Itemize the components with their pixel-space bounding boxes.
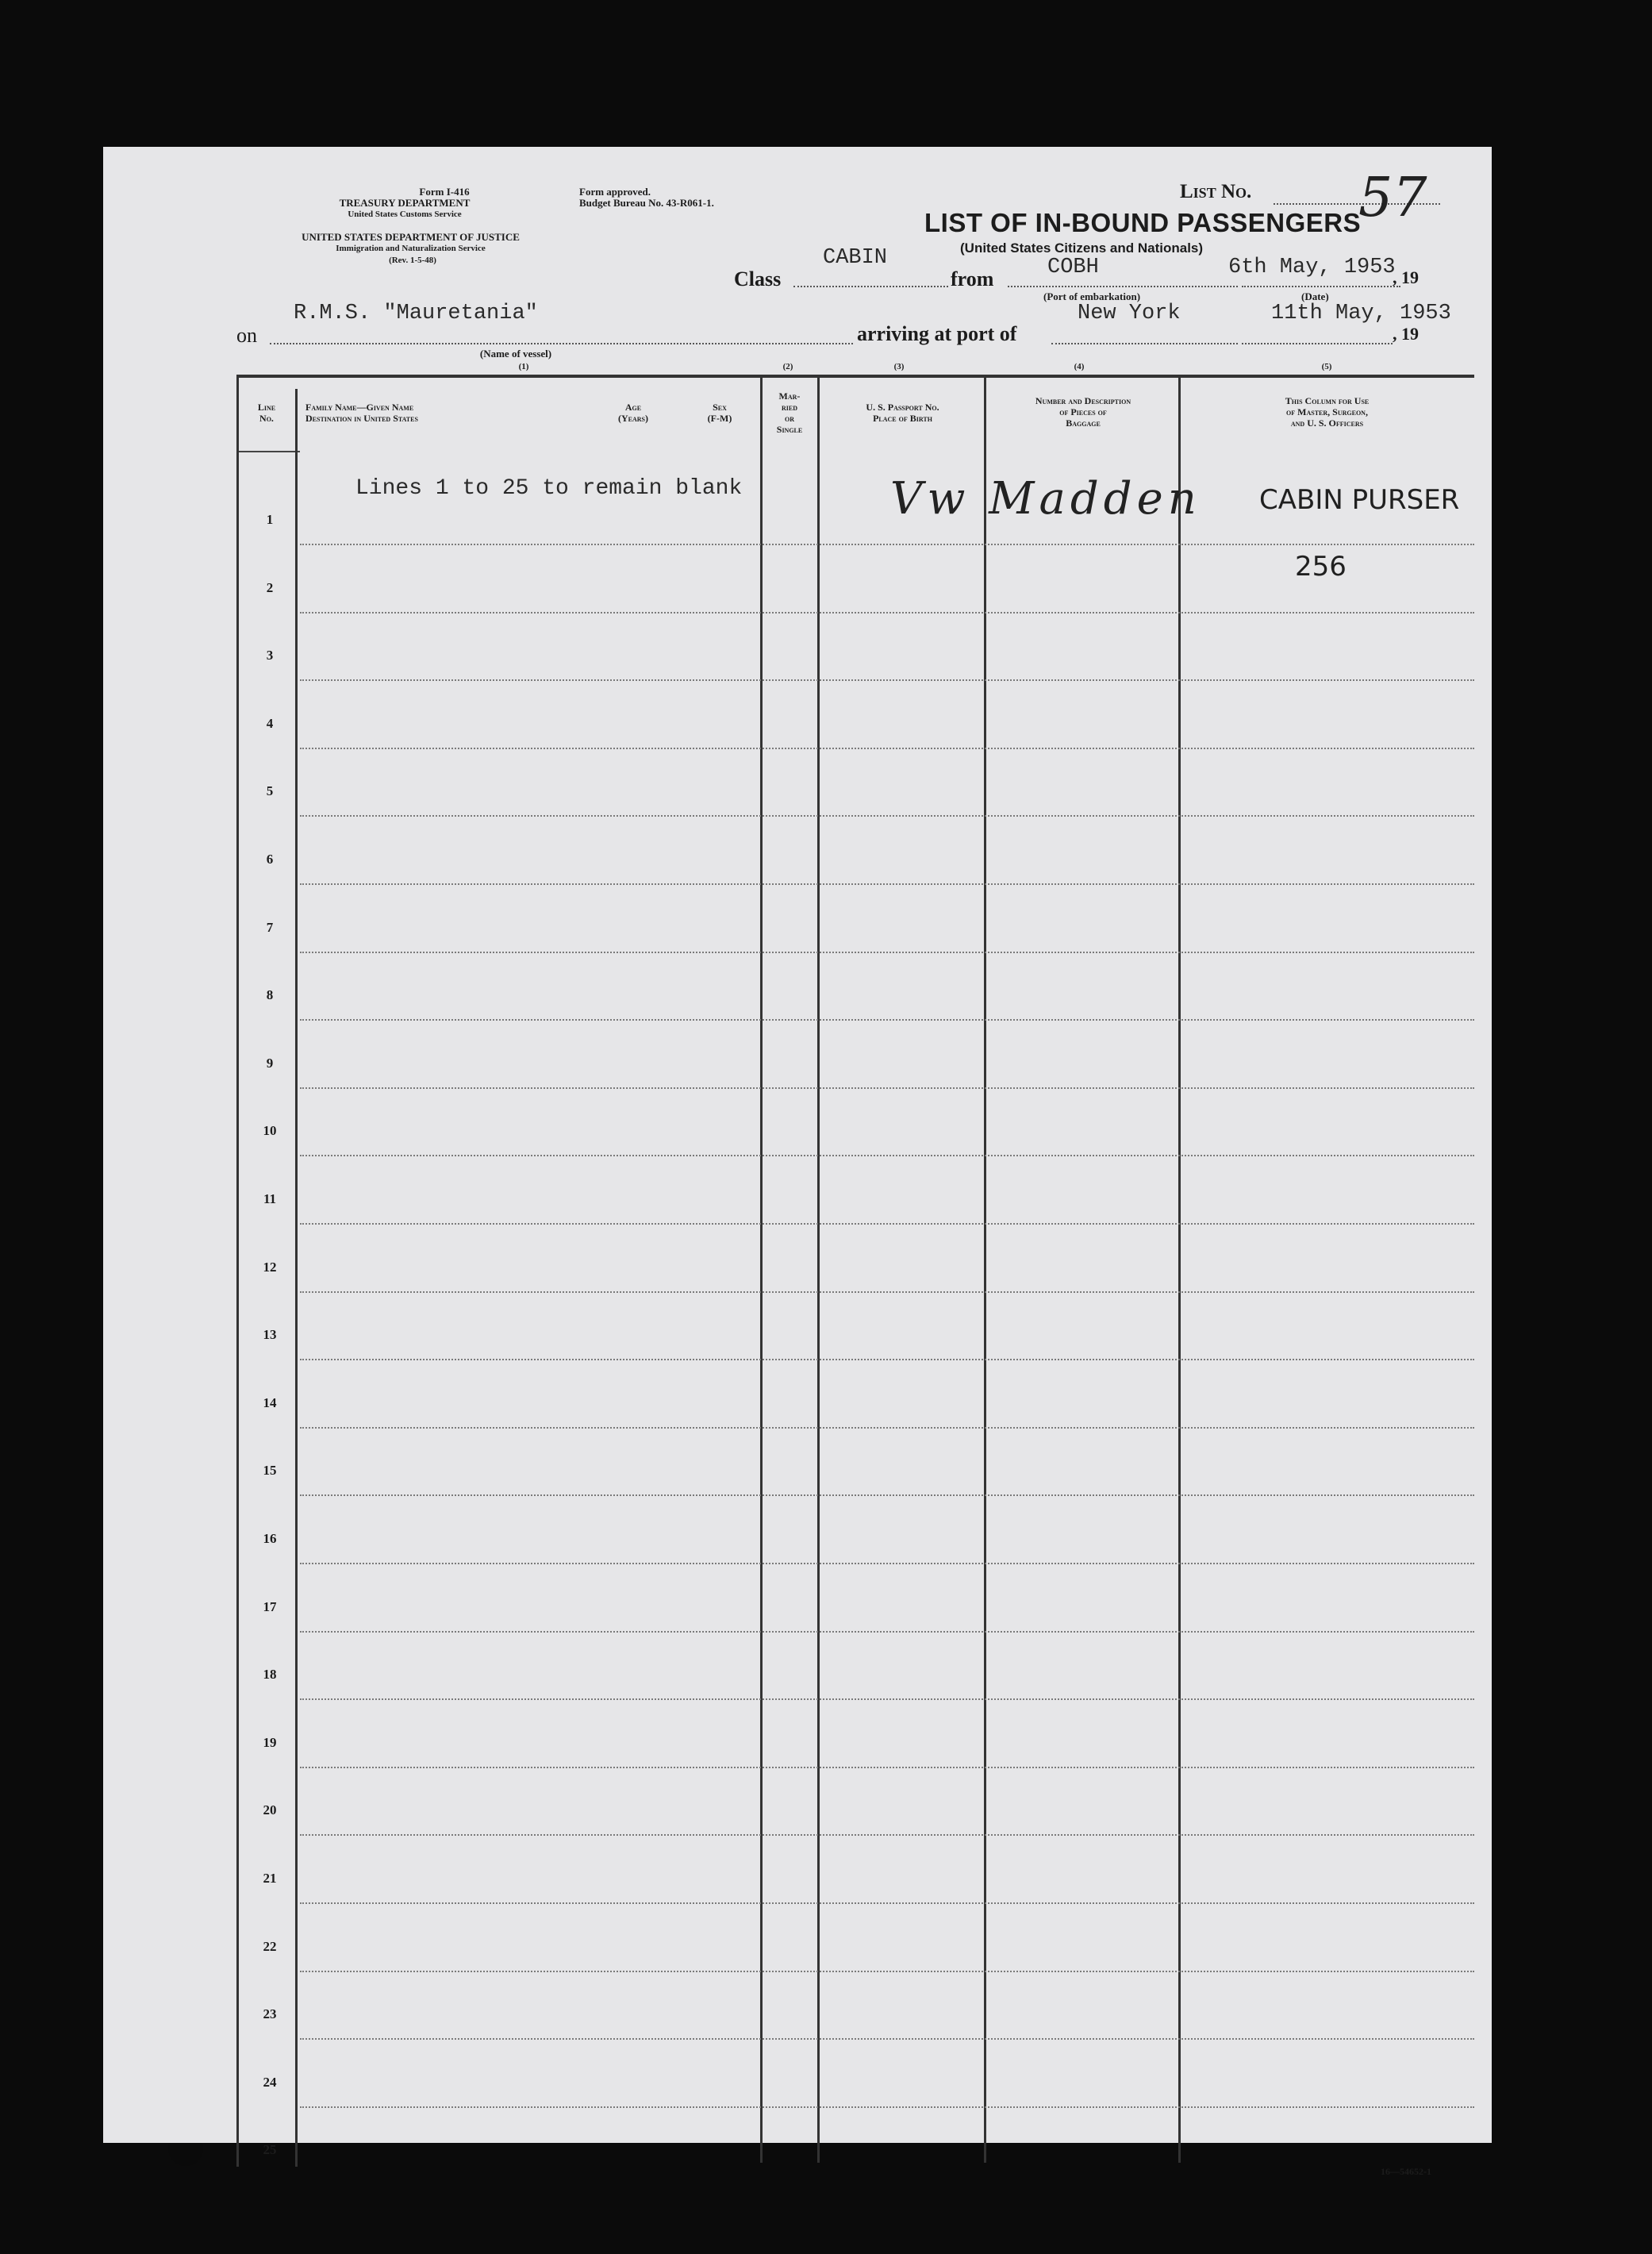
row-number: 13 [263, 1327, 277, 1343]
budget-bureau: Budget Bureau No. 43-R061-1. [579, 197, 714, 209]
row-number: 15 [263, 1463, 277, 1479]
header-line-no: Line No. [257, 402, 276, 424]
row-number: 18 [263, 1667, 277, 1683]
header-passport: U. S. Passport No. Place of Birth [866, 402, 939, 424]
form-approved: Form approved. [579, 186, 651, 198]
year-suffix: , 19 [1393, 267, 1419, 287]
table-row [300, 2038, 1474, 2040]
form-page [103, 147, 1492, 2143]
row-number: 4 [266, 715, 274, 731]
table-row [300, 612, 1474, 614]
row-number: 24 [263, 2074, 277, 2090]
row-number: 22 [263, 1938, 277, 1954]
date-caption: (Date) [1301, 290, 1329, 302]
col-number-1: (1) [518, 362, 529, 371]
class-line [793, 286, 948, 287]
col-number-4: (4) [1074, 362, 1085, 371]
baggage-divider [1178, 377, 1181, 2163]
row-number: 19 [263, 1734, 277, 1750]
year-suffix: , 19 [1393, 324, 1419, 344]
table-row [300, 1767, 1474, 1768]
table-top-border [236, 375, 1474, 378]
row-number: 20 [263, 1802, 277, 1818]
footer-code: 16—54652-1 [1381, 2166, 1431, 2177]
col-number-5: (5) [1321, 362, 1332, 371]
stamp-number: 256 [1295, 551, 1347, 583]
row-number: 11 [263, 1191, 277, 1206]
header-baggage: Number and Description of Pieces of Baggage [1035, 395, 1131, 429]
sailing-date: 6th May, 1953 [1228, 256, 1396, 279]
page-title: LIST OF IN-BOUND PASSENGERS [924, 208, 1362, 237]
date-line [1242, 286, 1400, 287]
table-row [300, 1834, 1474, 1836]
table-row [300, 1427, 1474, 1429]
arrival-port: New York [1078, 302, 1181, 325]
table-row [300, 815, 1474, 817]
header-officers: This Column for Use of Master, Surgeon, and U. S. Officers [1285, 395, 1370, 429]
table-row [300, 1155, 1474, 1156]
table-row [300, 679, 1474, 681]
row-number: 10 [263, 1123, 277, 1139]
blank-lines-note: Lines 1 to 25 to remain blank [355, 476, 743, 501]
row-number: 3 [266, 648, 274, 664]
list-no-label: List No. [1180, 181, 1252, 202]
class-value: CABIN [823, 246, 888, 270]
table-row [300, 1971, 1474, 1972]
table-left-border [236, 377, 239, 2167]
form-revision: (Rev. 1-5-48) [389, 256, 436, 265]
arriving-label: arriving at port of [857, 322, 1017, 345]
purser-stamp: CABIN PURSER [1259, 484, 1460, 516]
table-row [300, 1631, 1474, 1633]
table-header-bottom [236, 451, 300, 452]
port-of-embarkation: COBH [1047, 256, 1099, 279]
row-number: 1 [266, 512, 274, 527]
passport-divider [984, 377, 986, 2163]
customs-service: United States Customs Service [348, 210, 462, 219]
signature: Vw Madden [890, 473, 1201, 525]
justice-dept: UNITED STATES DEPARTMENT OF JUSTICE [302, 231, 520, 243]
table-row [300, 1359, 1474, 1360]
arrival-date-line [1242, 343, 1393, 344]
header-sex: Sex (F-M) [707, 402, 732, 424]
row-number: 6 [266, 852, 274, 867]
from-label: from [951, 267, 994, 290]
table-row [300, 1087, 1474, 1089]
class-label: Class [734, 267, 782, 290]
row-number: 8 [266, 987, 274, 1003]
line-no-divider [295, 389, 298, 2167]
ins-service: Immigration and Naturalization Service [336, 244, 486, 253]
table-row [300, 1563, 1474, 1564]
vessel-line [270, 343, 853, 344]
married-divider [817, 377, 820, 2163]
table-row [300, 1223, 1474, 1225]
name-divider [760, 377, 763, 2163]
vessel-caption: (Name of vessel) [479, 348, 552, 360]
col-number-2: (2) [782, 362, 793, 371]
header-name-destination: Family Name—Given Name Destination in United States [305, 402, 418, 424]
row-number: 16 [263, 1531, 277, 1546]
on-label: on [236, 324, 257, 347]
vessel-name: R.M.S. "Mauretania" [294, 302, 538, 325]
row-number: 2 [266, 579, 274, 595]
list-no-value: 57 [1358, 167, 1427, 229]
row-number: 9 [266, 1055, 274, 1071]
row-number: 17 [263, 1598, 277, 1614]
arrival-date: 11th May, 1953 [1271, 302, 1451, 325]
col-number-3: (3) [893, 362, 905, 371]
row-number: 14 [263, 1394, 277, 1410]
treasury-dept: TREASURY DEPARTMENT [339, 197, 471, 209]
row-number: 21 [263, 1871, 277, 1886]
table-row [300, 2106, 1474, 2108]
table-row [300, 1698, 1474, 1700]
header-age: Age (Years) [618, 402, 648, 424]
table-row [300, 1494, 1474, 1496]
table-row [300, 1902, 1474, 1904]
table-row [300, 544, 1474, 545]
row-number: 25 [263, 2142, 277, 2158]
table-row [300, 883, 1474, 885]
from-line [1008, 286, 1238, 287]
header-married-single: Mar- ried or Single [776, 390, 803, 435]
form-number: Form I-416 [419, 186, 470, 198]
table-row [300, 748, 1474, 749]
table-row [300, 1291, 1474, 1293]
row-number: 23 [263, 2006, 277, 2022]
row-number: 5 [266, 783, 274, 799]
port-embarkation-caption: (Port of embarkation) [1043, 290, 1141, 302]
row-number: 12 [263, 1259, 277, 1275]
table-row [300, 1019, 1474, 1021]
arrival-port-line [1051, 343, 1238, 344]
row-number: 7 [266, 919, 274, 935]
page-subtitle: (United States Citizens and Nationals) [960, 240, 1204, 256]
table-row [300, 952, 1474, 953]
